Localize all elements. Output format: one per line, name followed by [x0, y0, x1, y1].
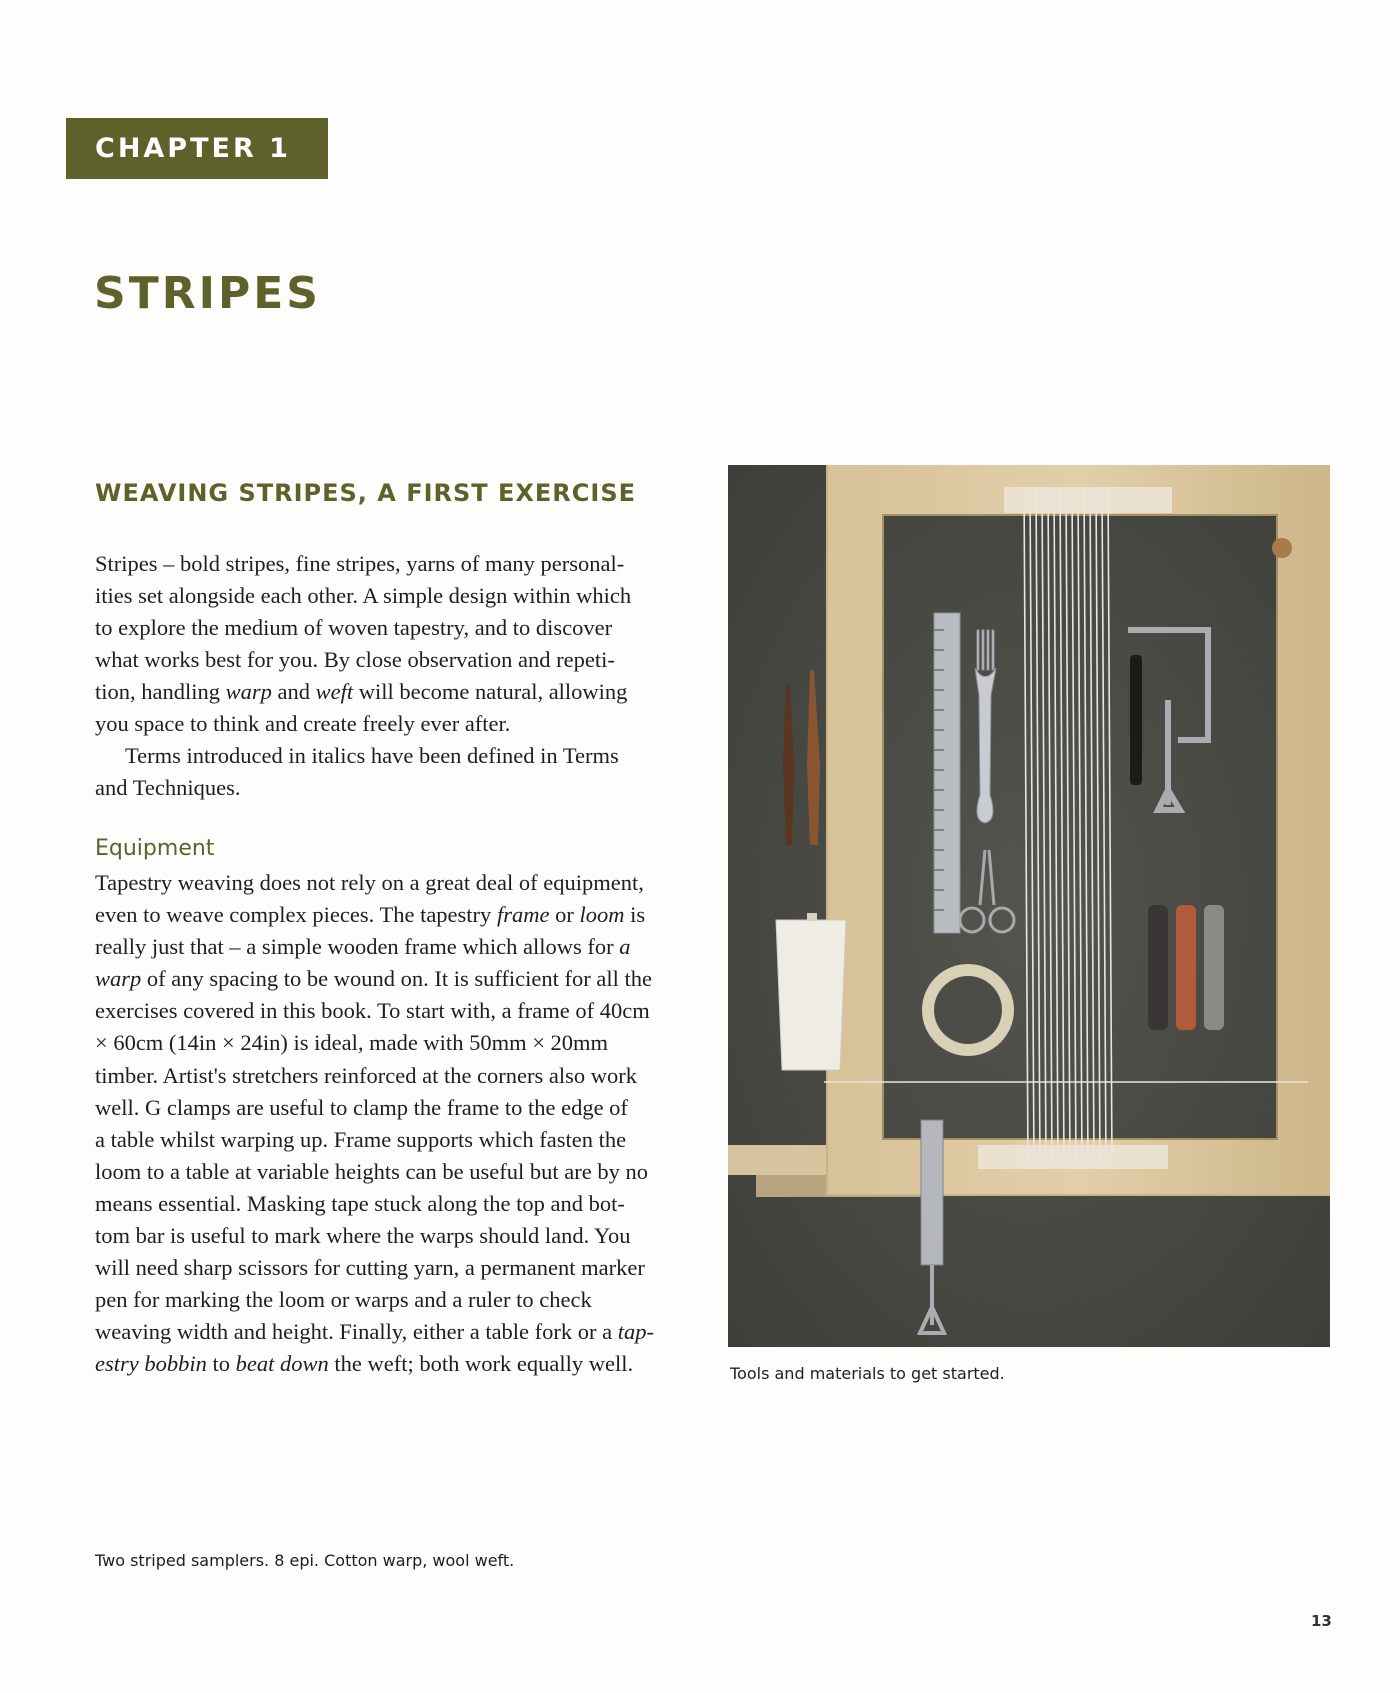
chapter-label: CHAPTER 1	[95, 133, 291, 164]
text-line	[95, 1348, 715, 1380]
masking-tape	[922, 964, 1014, 1056]
text-line: will need sharp scissors for cutting yarn, a permanent marker	[95, 1255, 645, 1281]
page-number: 13	[1311, 1612, 1332, 1630]
text-span: tion, handling	[95, 679, 226, 704]
text-line	[95, 931, 715, 963]
text-line: loom to a table at variable heights can be useful but are by no	[95, 1158, 648, 1184]
text-span: or	[549, 902, 580, 928]
text-line	[95, 1316, 715, 1348]
cotton-cone	[776, 913, 846, 1070]
equipment-heading: Equipment	[95, 836, 215, 861]
text-line: to explore the medium of woven tapestry, and to discover	[95, 615, 613, 640]
term-weft: weft	[315, 679, 354, 704]
term-tapestry-bobbin: estry bobbin	[95, 1351, 207, 1377]
text-span: really just that – a simple wooden frame which allows for	[95, 934, 620, 960]
bottom-caption: Two striped samplers. 8 epi. Cotton warp, wool weft.	[95, 1551, 515, 1570]
text-line: tom bar is useful to mark where the warps should land. You	[95, 1223, 631, 1249]
text-line: × 60cm (14in × 24in) is ideal, made with 50mm × 20mm	[95, 1030, 609, 1056]
text-line: Terms introduced in italics have been defined in Terms	[125, 743, 619, 768]
equipment-paragraph	[95, 867, 715, 1381]
intro-paragraph	[95, 548, 715, 804]
ruler	[934, 613, 960, 933]
text-line: you space to think and create freely ever after.	[95, 711, 511, 736]
text-span: will become natural, allowing	[353, 679, 628, 704]
term-warp: warp	[225, 679, 272, 704]
term-warp: warp	[95, 966, 142, 992]
text-line: ities set alongside each other. A simple design within which	[95, 583, 632, 608]
text-line: what works best for you. By close observation and repeti-	[95, 647, 615, 672]
text-line: Stripes – bold stripes, fine stripes, yarns of many personal-	[95, 551, 625, 576]
text-span: of any spacing to be wound on. It is sufficient for all the	[141, 966, 652, 992]
thread-spools	[1148, 905, 1224, 1030]
term-tapestry-start: tap-	[617, 1319, 655, 1345]
term-loom: loom	[579, 902, 625, 928]
text-span: weaving width and height. Finally, either a table fork or a	[95, 1319, 618, 1345]
text-span: and	[271, 679, 316, 704]
marker-pen	[1130, 655, 1142, 785]
text-line: pen for marking the loom or warps and a ruler to check	[95, 1287, 592, 1313]
text-line: a table whilst warping up. Frame supports which fasten the	[95, 1126, 627, 1152]
tools-photo	[728, 465, 1330, 1347]
chapter-label-box	[66, 118, 328, 179]
text-line: exercises covered in this book. To start with, a frame of 40cm	[95, 998, 650, 1024]
text-span: the weft; both work equally well.	[328, 1351, 634, 1377]
photo-caption: Tools and materials to get started.	[730, 1364, 1005, 1383]
term-frame: frame	[496, 902, 550, 928]
text-line: means essential. Masking tape stuck along the top and bot-	[95, 1190, 625, 1216]
text-span: even to weave complex pieces. The tapestry	[95, 902, 497, 928]
text-line	[95, 899, 715, 931]
text-line	[95, 676, 715, 708]
term-a-warp-start: a	[619, 934, 631, 960]
text-line: Tapestry weaving does not rely on a great deal of equipment,	[95, 870, 644, 895]
text-line: timber. Artist's stretchers reinforced at the corners also work	[95, 1062, 638, 1088]
chapter-title: STRIPES	[94, 268, 321, 319]
text-line: well. G clamps are useful to clamp the frame to the edge of	[95, 1094, 628, 1120]
text-span: to	[206, 1351, 236, 1377]
term-beat-down: beat down	[235, 1351, 329, 1377]
text-line	[95, 963, 715, 995]
text-span: is	[624, 902, 646, 928]
slate-background	[728, 465, 1330, 1347]
text-line: and Techniques.	[95, 775, 241, 800]
section-heading: WEAVING STRIPES, A FIRST EXERCISE	[95, 479, 637, 507]
